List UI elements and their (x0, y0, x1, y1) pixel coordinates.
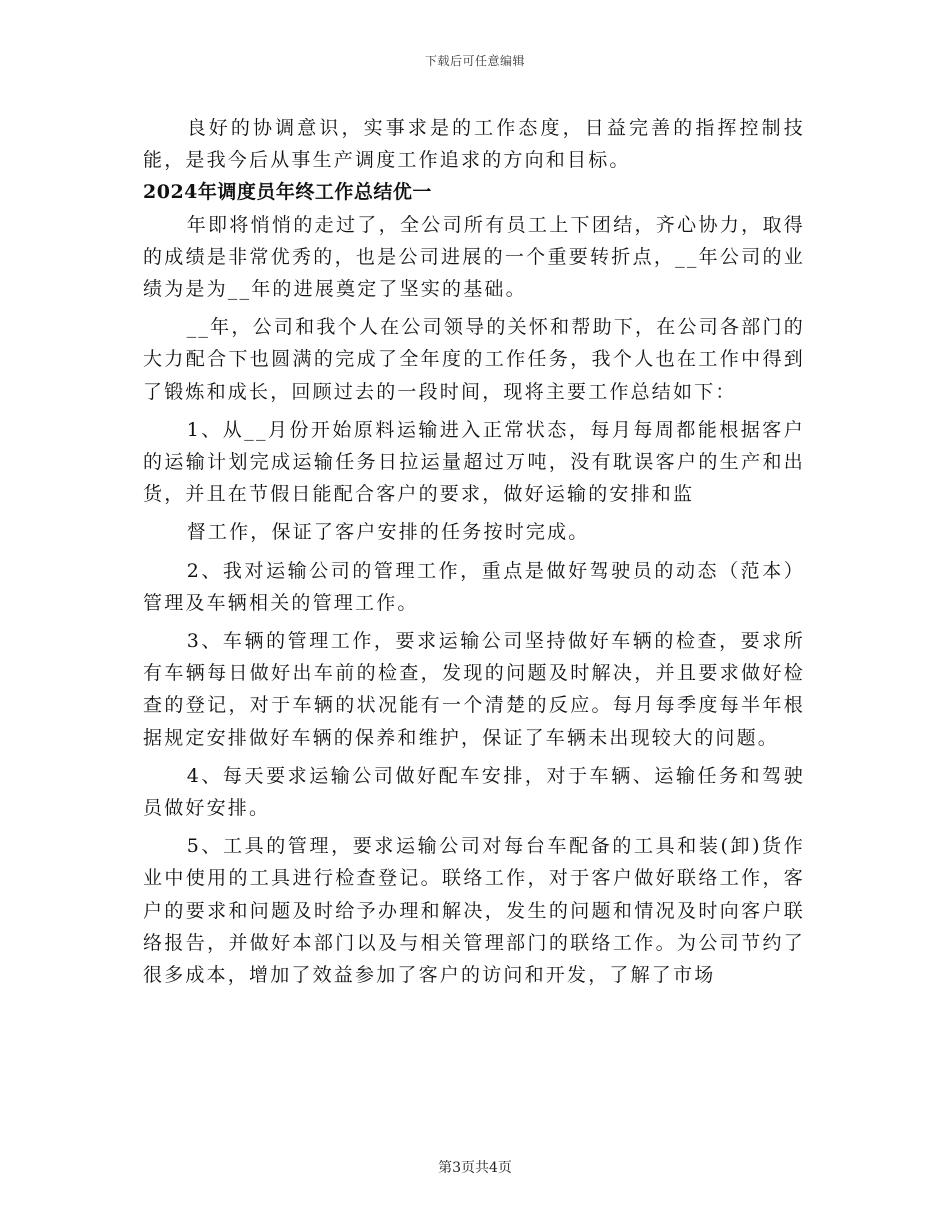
document-title: 2024年调度员年终工作总结优一 (143, 181, 432, 204)
paragraph-item-5: 5、工具的管理，要求运输公司对每台车配备的工具和装(卸)货作业中使用的工具进行检查登记。联络工作，对于客户做好联络工作，客户的要求和问题及时给予办理和解决，发生的问题和情况及时向客户联络报告，并做好本部门以及与相关管理部门的联络工作。为公司节约了很多成本，增加了效益参加了客户的访问和开发，了解了市场 (143, 835, 805, 987)
paragraph-item-4: 4、每天要求运输公司做好配车安排，对于车辆、运输任务和驾驶员做好安排。 (143, 764, 805, 820)
paragraph-item-3: 3、车辆的管理工作，要求运输公司坚持做好车辆的检查，要求所有车辆每日做好出车前的检查，发现的问题及时解决，并且要求做好检查的登记，对于车辆的状况能有一个清楚的反应。每月每季度每半年根据规定安排做好车辆的保养和维护，保证了车辆未出现较大的问题。 (143, 630, 805, 749)
document-body (143, 112, 805, 991)
paragraph-intro: 良好的协调意识，实事求是的工作态度，日益完善的指挥控制技能，是我今后从事生产调度工作追求的方向和目标。 (143, 117, 805, 172)
paragraph-item-1: 1、从__月份开始原料运输进入正常状态，每月每周都能根据客户的运输计划完成运输任务日拉运量超过万吨，没有耽误客户的生产和出货，并且在节假日能配合客户的要求，做好运输的安排和监 (143, 418, 805, 506)
paragraph-1: 年即将悄悄的走过了，全公司所有员工上下团结，齐心协力，取得的成绩是非常优秀的，也是公司进展的一个重要转折点，__年公司的业绩为是为__年的进展奠定了坚实的基础。 (143, 213, 805, 301)
page-header: 下载后可任意编辑 (424, 54, 525, 68)
page-footer: 第3页共4页 (438, 1160, 512, 1176)
paragraph-item-1-continued: 督工作，保证了客户安排的任务按时完成。 (186, 521, 590, 544)
paragraph-2: __年，公司和我个人在公司领导的关怀和帮助下，在公司各部门的大力配合下也圆满的完成了全年度的工作任务，我个人也在工作中得到了锻炼和成长，回顾过去的一段时间，现将主要工作总结如下： (143, 316, 805, 403)
paragraph-item-2: 2、我对运输公司的管理工作，重点是做好驾驶员的动态（范本）管理及车辆相关的管理工作。 (143, 559, 805, 614)
